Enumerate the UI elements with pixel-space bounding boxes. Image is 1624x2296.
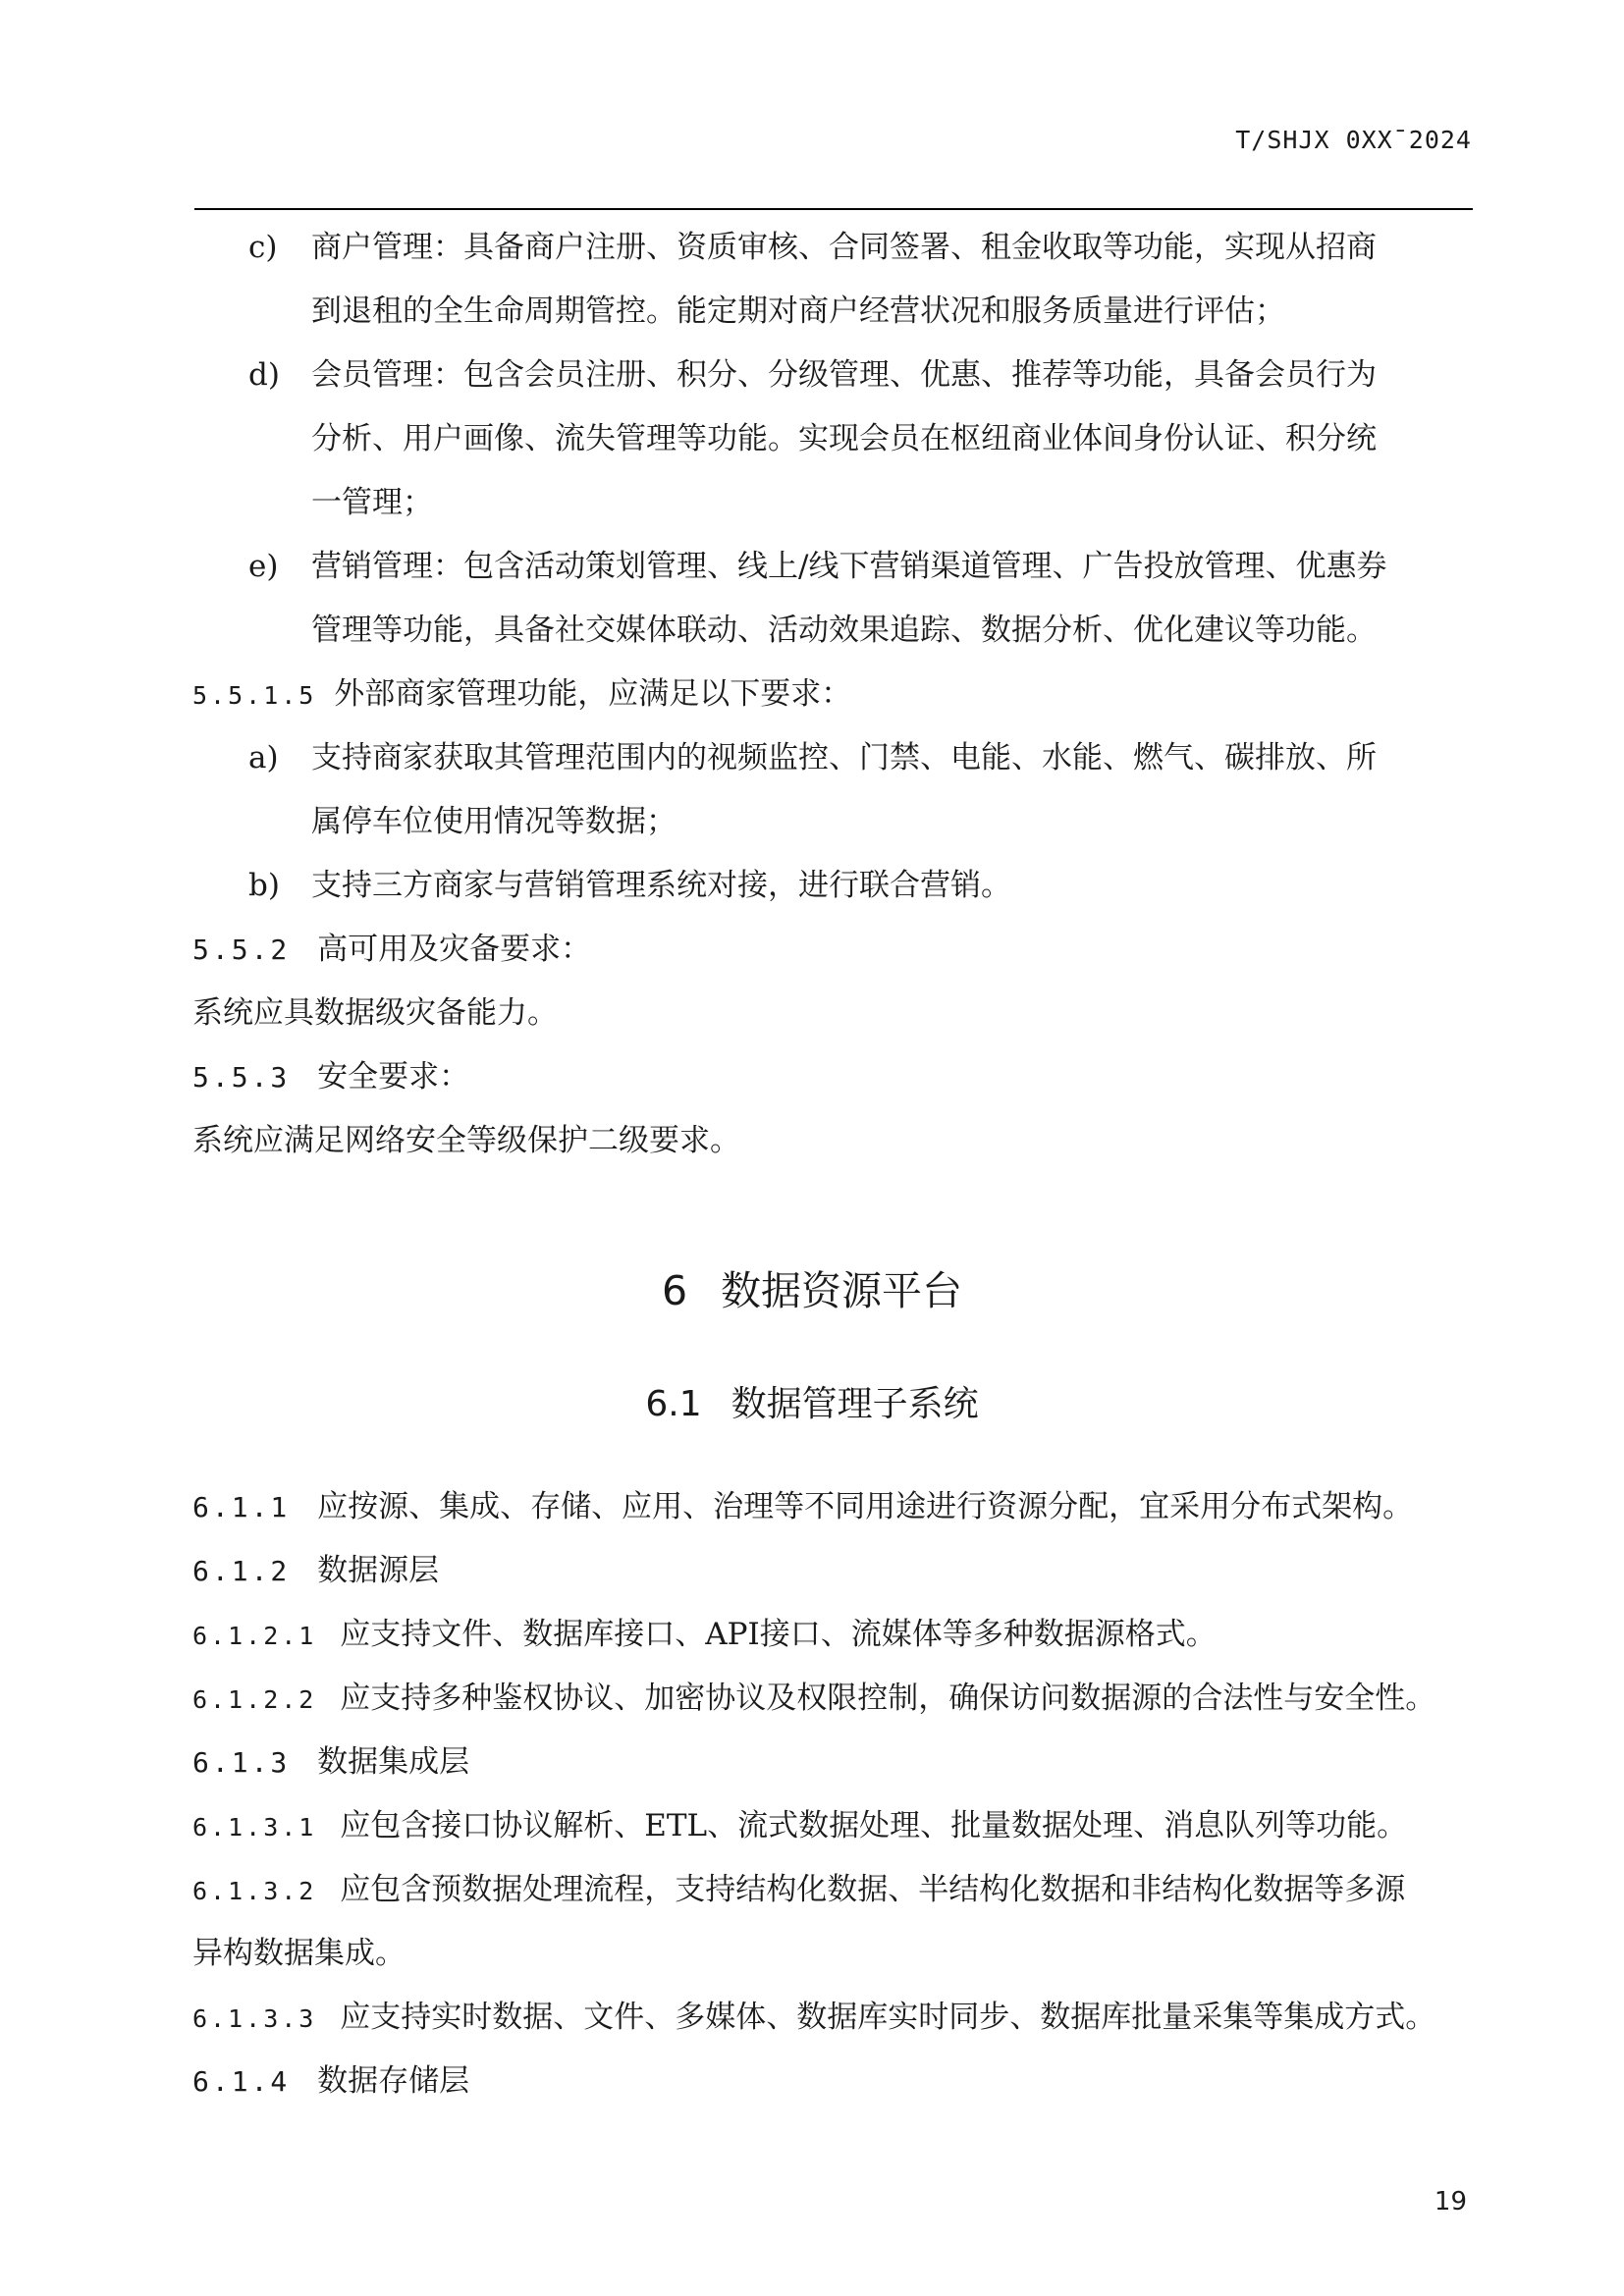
clause-6-1-3-1 — [192, 1806, 1407, 1845]
clause-title: 高可用及灾备要求： — [317, 932, 592, 967]
chapter-title-text: 数据资源平台 — [721, 1267, 963, 1314]
clause-title: 安全要求： — [317, 1059, 470, 1095]
list-item-text: 支持商家获取其管理范围内的视频监控、门禁、电能、水能、燃气、碳排放、所 — [311, 740, 1377, 775]
clause-6-1-1 — [192, 1487, 1413, 1526]
list-marker: d) — [248, 357, 280, 393]
clause-number: 6.1.3 — [192, 1746, 291, 1779]
list-item-c — [0, 228, 1624, 267]
clause-number: 6.1.2 — [192, 1555, 291, 1587]
list-marker: a) — [248, 740, 279, 775]
clause-continuation: 异构数据集成。 — [192, 1936, 406, 1971]
list-item-continuation: 属停车位使用情况等数据； — [311, 804, 677, 839]
list-item-continuation: 管理等功能，具备社交媒体联动、活动效果追踪、数据分析、优化建议等功能。 — [311, 613, 1377, 648]
clause-text: 应按源、集成、存储、应用、治理等不同用途进行资源分配，宜采用分布式架构。 — [317, 1489, 1414, 1524]
list-item-a — [0, 738, 1624, 777]
clause-text: 数据源层 — [317, 1553, 440, 1588]
clause-number: 6.1.4 — [192, 2065, 291, 2098]
clause-number: 6.1.3.2 — [192, 1877, 317, 1905]
chapter-heading — [0, 1266, 1624, 1315]
list-item-text: 会员管理：包含会员注册、积分、分级管理、优惠、推荐等功能，具备会员行为 — [311, 357, 1377, 393]
clause-5-5-3 — [192, 1057, 469, 1096]
clause-text: 应支持文件、数据库接口、API接口、流媒体等多种数据源格式。 — [340, 1617, 1217, 1652]
list-item-continuation: 一管理； — [311, 485, 433, 520]
list-item-d — [0, 355, 1624, 395]
list-item-b — [0, 866, 1624, 905]
section-heading — [0, 1382, 1624, 1427]
clause-6-1-2-2 — [192, 1679, 1435, 1718]
list-item-continuation: 分析、用户画像、流失管理等功能。实现会员在枢纽商业体间身份认证、积分统 — [311, 421, 1377, 456]
clause-6-1-3-2 — [192, 1870, 1405, 1909]
list-marker: c) — [248, 230, 278, 265]
list-item-continuation: 到退租的全生命周期管控。能定期对商户经营状况和服务质量进行评估； — [311, 294, 1285, 329]
page-number: 19 — [1434, 2187, 1467, 2216]
header-rule — [194, 208, 1473, 210]
clause-number: 5.5.2 — [192, 934, 291, 966]
clause-6-1-4 — [192, 2061, 469, 2101]
clause-number: 6.1.2.1 — [192, 1622, 317, 1650]
clause-6-1-3-3 — [192, 1998, 1435, 2037]
clause-text: 数据存储层 — [317, 2063, 470, 2099]
list-item-text: 营销管理：包含活动策划管理、线上/线下营销渠道管理、广告投放管理、优惠券 — [311, 549, 1387, 584]
section-number: 6.1 — [645, 1384, 702, 1424]
clause-number: 6.1.2.2 — [192, 1685, 317, 1714]
clause-6-1-2 — [192, 1551, 439, 1590]
clause-text: 应支持多种鉴权协议、加密协议及权限控制，确保访问数据源的合法性与安全性。 — [340, 1681, 1436, 1716]
clause-number: 6.1.3.1 — [192, 1813, 317, 1842]
clause-text: 应包含接口协议解析、ETL、流式数据处理、批量数据处理、消息队列等功能。 — [340, 1808, 1408, 1843]
list-item-e — [0, 547, 1624, 586]
chapter-number: 6 — [661, 1267, 688, 1314]
clause-5-5-2 — [192, 930, 591, 969]
clause-6-1-2-1 — [192, 1615, 1217, 1654]
clause-number: 6.1.3.3 — [192, 2004, 317, 2033]
clause-text: 数据集成层 — [317, 1744, 470, 1780]
body-paragraph: 系统应具数据级灾备能力。 — [192, 995, 558, 1031]
header-standard-code: T/SHJX 0XXˉ2024 — [1235, 126, 1472, 154]
clause-text: 应包含预数据处理流程，支持结构化数据、半结构化数据和非结构化数据等多源 — [340, 1872, 1406, 1907]
clause-number: 5.5.1.5 — [192, 681, 317, 710]
clause-text: 外部商家管理功能，应满足以下要求： — [334, 676, 852, 712]
clause-number: 5.5.3 — [192, 1061, 291, 1094]
list-marker: b) — [248, 868, 280, 903]
clause-6-1-3 — [192, 1742, 469, 1782]
body-paragraph: 系统应满足网络安全等级保护二级要求。 — [192, 1123, 740, 1158]
list-item-text: 商户管理：具备商户注册、资质审核、合同签署、租金收取等功能，实现从招商 — [311, 230, 1377, 265]
clause-number: 6.1.1 — [192, 1491, 291, 1523]
clause-5-5-1-5 — [192, 674, 851, 714]
list-item-text: 支持三方商家与营销管理系统对接，进行联合营销。 — [311, 868, 1011, 903]
clause-text: 应支持实时数据、文件、多媒体、数据库实时同步、数据库批量采集等集成方式。 — [340, 2000, 1436, 2035]
section-title-text: 数据管理子系统 — [731, 1384, 979, 1424]
list-marker: e) — [248, 549, 279, 584]
